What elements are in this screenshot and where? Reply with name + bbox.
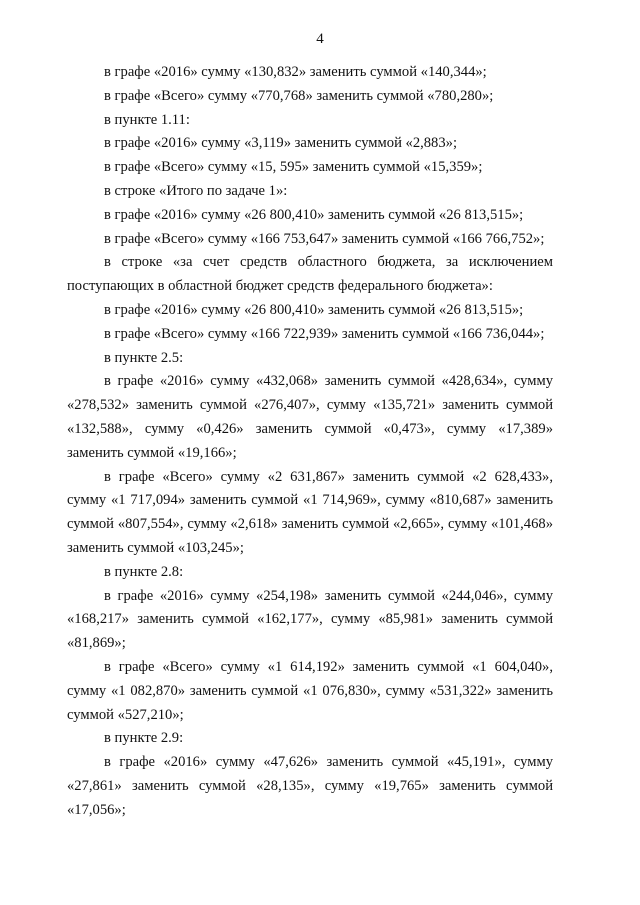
paragraph: в графе «Всего» сумму «166 722,939» заменить суммой «166 736,044»;	[104, 325, 545, 342]
paragraph: в пункте 2.5:	[104, 349, 184, 366]
paragraph: в графе «Всего» сумму «1 614,192» заменить суммой «1 604,040», сумму «1 082,870» заменить суммой «1 076,830», сумму «531,322» заменить суммой «527,210»;	[67, 658, 553, 723]
paragraph: в пункте 2.9:	[104, 730, 184, 747]
paragraph: в графе «2016» сумму «254,198» заменить суммой «244,046», сумму «168,217» заменить суммой «162,177», сумму «85,981» заменить суммой «81,869»;	[67, 587, 553, 652]
paragraph: в графе «2016» сумму «3,119» заменить суммой «2,883»;	[104, 135, 458, 152]
paragraph: в пункте 1.11:	[104, 111, 190, 128]
paragraph: в графе «2016» сумму «130,832» заменить суммой «140,344»;	[104, 64, 487, 80]
paragraph: в графе «2016» сумму «26 800,410» заменить суммой «26 813,515»;	[104, 206, 524, 223]
page-number: 4	[316, 31, 324, 47]
paragraph: в строке «Итого по задаче 1»:	[104, 182, 288, 199]
paragraph: в графе «2016» сумму «26 800,410» заменить суммой «26 813,515»;	[104, 301, 524, 318]
paragraph: в графе «2016» сумму «432,068» заменить суммой «428,634», сумму «278,532» заменить суммой «276,407», сумму «135,721» заменить суммой «132,588», сумму «0,426» заменить суммой «0,473», сумму «17,389» заменить суммой «19,166»;	[67, 373, 553, 461]
paragraph: в строке «за счет средств областного бюджета, за исключением поступающих в областной бюджет средств федерального бюджета»:	[67, 254, 553, 295]
paragraph: в графе «Всего» сумму «15, 595» заменить суммой «15,359»;	[104, 159, 483, 176]
paragraph: в графе «Всего» сумму «2 631,867» заменить суммой «2 628,433», сумму «1 717,094» заменить суммой «1 714,969», сумму «810,687» заменить суммой «807,554», сумму «2,618» заменить суммой «2,665», сумму «101,468» заменить суммой «103,245»;	[67, 468, 553, 556]
paragraph: в графе «2016» сумму «47,626» заменить суммой «45,191», сумму «27,861» заменить суммой «28,135», сумму «19,765» заменить суммой «17,056»;	[67, 754, 553, 818]
paragraph: в пункте 2.8:	[104, 563, 184, 580]
document-body	[67, 61, 553, 823]
paragraph: в графе «Всего» сумму «770,768» заменить суммой «780,280»;	[104, 87, 494, 104]
paragraph: в графе «Всего» сумму «166 753,647» заменить суммой «166 766,752»;	[104, 230, 545, 247]
